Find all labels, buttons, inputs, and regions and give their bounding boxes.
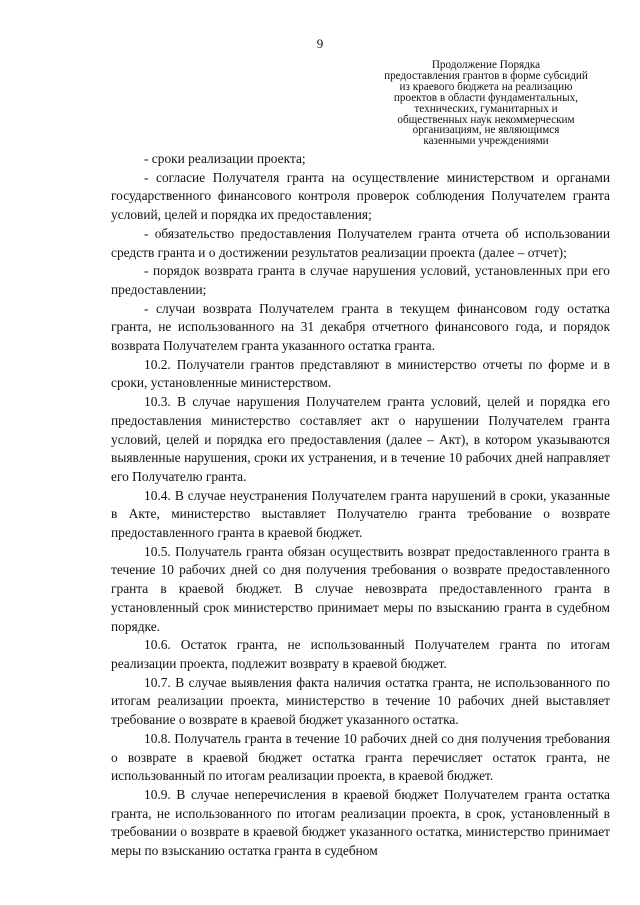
- header-line: из краевого бюджета на реализацию: [399, 80, 573, 93]
- paragraph-10-4: 10.4. В случае неустранения Получателем гранта нарушений в сроки, указанные в Акте, министерство выставляет Получателю гранта требование о возврате предоставленного гранта в краевой бюджет.: [111, 487, 610, 541]
- paragraph-10-2: 10.2. Получатели грантов представляют в министерство отчеты по форме и в сроки, установленные министерством.: [111, 356, 610, 391]
- header-line: организациям, не являющимся: [412, 124, 560, 137]
- header-line: проектов в области фундаментальных,: [393, 91, 579, 104]
- paragraph-10-5: 10.5. Получатель гранта обязан осуществить возврат предоставленного гранта в течение 10 рабочих дней со дня получения требования о возврате предоставленного гранта в краевой бюджет. В случае невозврата предоставленного гранта в установленный срок министерство принимает меры по взысканию гранта в судебном порядке.: [111, 543, 610, 634]
- header-line: предоставления грантов в форме субсидий: [384, 69, 588, 82]
- paragraph-10-3: 10.3. В случае нарушения Получателем гранта условий, целей и порядка его предоставления министерство составляет акт о нарушении Получателем гранта условий, целей и порядка его предоставления (далее – Акт), в котором указываются выявленные нарушения, сроки их устранения, и в течение 10 рабочих дней направляет его Получателю гранта.: [111, 394, 610, 484]
- paragraph-10-6: 10.6. Остаток гранта, не использованный Получателем гранта по итогам реализации проекта, подлежит возврату в краевой бюджет.: [111, 637, 610, 671]
- document-body: [111, 150, 610, 861]
- paragraph-consent: - согласие Получателя гранта на осуществление министерством и органами государственного финансового контроля проверок соблюдения Получателем гранта условий, целей и порядка их предоставления;: [111, 169, 610, 223]
- paragraph-10-7: 10.7. В случае выявления факта наличия остатка гранта, не использованного по итогам реализации проекта, министерство в течение 10 рабочих дней выставляет требование о возврате в краевой бюджет указанного остатка.: [111, 674, 610, 728]
- paragraph-return-procedure: - порядок возврата гранта в случае нарушения условий, установленных при его предоставлении;: [111, 263, 610, 297]
- header-line: казенными учреждениями: [423, 135, 549, 148]
- paragraph-deadlines: - сроки реализации проекта;: [144, 151, 306, 166]
- document-header: [362, 60, 610, 147]
- page-number: 9: [316, 36, 324, 51]
- header-line: Продолжение Порядка: [431, 59, 541, 71]
- paragraph-10-8: 10.8. Получатель гранта в течение 10 рабочих дней со дня получения требования о возврате в краевой бюджет остатка гранта перечисляет остаток гранта, не использованный по итогам реализации проекта, в краевой бюджет.: [111, 730, 610, 784]
- paragraph-reporting-obligation: - обязательство предоставления Получателем гранта отчета об использовании средств гранта и о достижении результатов реализации проекта (далее – отчет);: [111, 225, 610, 260]
- paragraph-return-cases: - случаи возврата Получателем гранта в текущем финансовом году остатка гранта, не использованного на 31 декабря отчетного финансового года, и порядок возврата Получателем гранта указанного остатка гранта.: [111, 300, 610, 354]
- header-line: общественных наук некоммерческим: [397, 113, 575, 126]
- paragraph-10-9: 10.9. В случае неперечисления в краевой бюджет Получателем гранта остатка гранта, не использованного по итогам реализации проекта, в срок, установленный в требовании о возврате в краевой бюджет указанного остатка, министерство принимает меры по взысканию остатка гранта в судебном: [111, 786, 610, 859]
- header-line: технических, гуманитарных и: [414, 102, 558, 115]
